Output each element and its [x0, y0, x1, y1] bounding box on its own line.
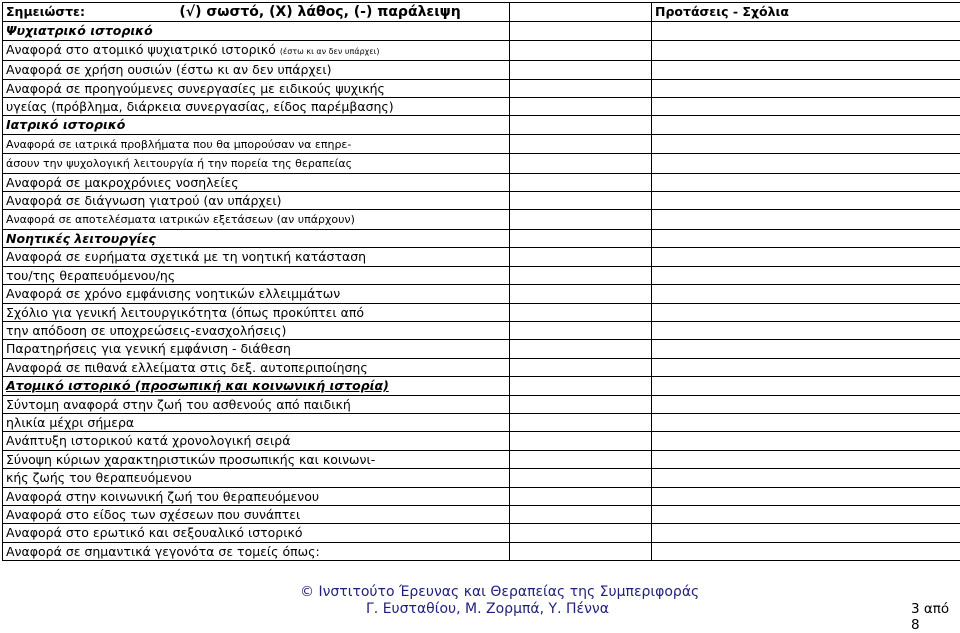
- section-heading: Ιατρικό ιστορικό: [6, 117, 125, 132]
- table-row: [3, 432, 960, 450]
- mark-cell[interactable]: [510, 79, 652, 97]
- table-row: [3, 505, 960, 523]
- comment-cell[interactable]: [652, 469, 960, 487]
- table-row: [3, 210, 960, 229]
- mark-cell[interactable]: [510, 432, 652, 450]
- mark-cell[interactable]: [510, 248, 652, 266]
- mark-cell[interactable]: [510, 116, 652, 134]
- item-label: Αναφορά σε ιατρικά προβλήματα που θα μπορούσαν να επηρε-: [6, 138, 351, 151]
- section-heading: Νοητικές λειτουργίες: [6, 231, 156, 246]
- table-row: [3, 134, 960, 153]
- table-row: [3, 154, 960, 173]
- comment-cell[interactable]: [652, 321, 960, 339]
- table-row: [3, 285, 960, 303]
- item-label: υγείας (πρόβλημα, διάρκεια συνεργασίας, είδος παρέμβασης): [6, 99, 394, 114]
- item-label: κής ζωής του θεραπευόμενου: [6, 470, 192, 485]
- comment-cell[interactable]: [652, 40, 960, 60]
- comment-cell[interactable]: [652, 266, 960, 284]
- item-cell: [3, 450, 510, 468]
- comment-cell[interactable]: [652, 98, 960, 116]
- comment-cell[interactable]: [652, 116, 960, 134]
- item-label: Σύνοψη κύριων χαρακτηριστικών προσωπικής και κοινωνι-: [6, 452, 375, 467]
- comment-cell[interactable]: [652, 154, 960, 173]
- mark-cell[interactable]: [510, 154, 652, 173]
- mark-cell[interactable]: [510, 321, 652, 339]
- table-row: [3, 450, 960, 468]
- item-cell: [3, 248, 510, 266]
- item-cell: [3, 505, 510, 523]
- item-cell: [3, 134, 510, 153]
- mark-cell[interactable]: [510, 505, 652, 523]
- header-row: [3, 3, 960, 22]
- mark-cell[interactable]: [510, 340, 652, 358]
- item-cell: [3, 395, 510, 413]
- item-cell: [3, 40, 510, 60]
- item-label: Παρατηρήσεις για γενική εμφάνιση - διάθεση: [6, 341, 291, 356]
- comment-cell[interactable]: [652, 173, 960, 191]
- comment-cell[interactable]: [652, 61, 960, 79]
- legend-text: (√) σωστό, (Χ) λάθος, (-) παράλειψη: [89, 4, 460, 20]
- item-cell: [3, 321, 510, 339]
- comment-cell[interactable]: [652, 192, 960, 210]
- mark-cell[interactable]: [510, 395, 652, 413]
- item-label: του/της θεραπευόμενου/ης: [6, 268, 175, 283]
- item-label: Σχόλιο για γενική λειτουργικότητα (όπως προκύπτει από: [6, 305, 364, 320]
- item-label: Αναφορά στην κοινωνική ζωή του θεραπευόμενου: [6, 489, 319, 504]
- header-notes-cell: [652, 3, 960, 22]
- header-mark-cell: [510, 3, 652, 22]
- item-cell: [3, 524, 510, 542]
- item-label: Αναφορά σε σημαντικά γεγονότα σε τομείς όπως:: [6, 544, 320, 559]
- mark-cell[interactable]: [510, 40, 652, 60]
- table-row: [3, 266, 960, 284]
- section-heading: Ψυχιατρικό ιστορικό: [6, 23, 153, 38]
- item-cell: [3, 432, 510, 450]
- item-cell: [3, 98, 510, 116]
- table-row: [3, 524, 960, 542]
- comment-cell[interactable]: [652, 229, 960, 247]
- mark-cell[interactable]: [510, 450, 652, 468]
- comment-cell[interactable]: [652, 395, 960, 413]
- comment-cell[interactable]: [652, 22, 960, 40]
- table-row: [3, 22, 960, 40]
- copyright-line: © Ινστιτούτο Έρευνας και Θεραπείας της Συμπεριφοράς: [300, 584, 699, 600]
- notes-column-title: Προτάσεις - Σχόλια: [655, 4, 789, 19]
- item-cell: [3, 469, 510, 487]
- table-row: [3, 469, 960, 487]
- mark-cell[interactable]: [510, 173, 652, 191]
- mark-cell[interactable]: [510, 487, 652, 505]
- mark-cell[interactable]: [510, 377, 652, 395]
- item-label: ηλικία μέχρι σήμερα: [6, 415, 134, 430]
- item-label: Αναφορά σε διάγνωση γιατρού (αν υπάρχει): [6, 193, 282, 208]
- item-cell: [3, 154, 510, 173]
- item-cell: [3, 266, 510, 284]
- table-row: [3, 40, 960, 60]
- table-row: [3, 79, 960, 97]
- item-cell: [3, 303, 510, 321]
- comment-cell[interactable]: [652, 79, 960, 97]
- item-label: Αναφορά στο ερωτικό και σεξουαλικό ιστορικό: [6, 525, 302, 540]
- mark-cell[interactable]: [510, 303, 652, 321]
- mark-cell[interactable]: [510, 266, 652, 284]
- table-row: [3, 413, 960, 431]
- table-row: [3, 173, 960, 191]
- table-row: [3, 229, 960, 247]
- item-cell: [3, 487, 510, 505]
- item-label: Αναφορά στο είδος των σχέσεων που συνάπτει: [6, 507, 300, 522]
- item-cell: [3, 192, 510, 210]
- item-label: Ανάπτυξη ιστορικού κατά χρονολογική σειρά: [6, 433, 290, 448]
- comment-cell[interactable]: [652, 524, 960, 542]
- page-number: 3 από 8: [911, 601, 960, 633]
- comment-cell[interactable]: [652, 134, 960, 153]
- item-note: (έστω κι αν δεν υπάρχει): [280, 47, 380, 56]
- item-label: Σύντομη αναφορά στην ζωή του ασθενούς από παιδική: [6, 397, 351, 412]
- mark-cell[interactable]: [510, 542, 652, 560]
- item-label: Αναφορά σε χρόνο εμφάνισης νοητικών ελλειμμάτων: [6, 286, 340, 301]
- table-row: [3, 61, 960, 79]
- mark-cell[interactable]: [510, 98, 652, 116]
- table-row: [3, 377, 960, 395]
- table-row: [3, 487, 960, 505]
- mark-cell[interactable]: [510, 524, 652, 542]
- table-row: [3, 395, 960, 413]
- evaluation-table: [2, 2, 960, 561]
- comment-cell[interactable]: [652, 450, 960, 468]
- item-cell: [3, 413, 510, 431]
- mark-cell[interactable]: [510, 134, 652, 153]
- item-label: Αναφορά σε χρήση ουσιών (έστω κι αν δεν υπάρχει): [6, 62, 331, 77]
- header-title: Σημειώστε:: [6, 4, 85, 19]
- comment-cell[interactable]: [652, 358, 960, 376]
- item-label: Αναφορά σε μακροχρόνιες νοσηλείες: [6, 175, 239, 190]
- item-cell: [3, 79, 510, 97]
- item-label: Αναφορά σε αποτελέσματα ιατρικών εξετάσεων (αν υπάρχουν): [6, 213, 355, 226]
- table-row: [3, 542, 960, 560]
- mark-cell[interactable]: [510, 22, 652, 40]
- mark-cell[interactable]: [510, 229, 652, 247]
- comment-cell[interactable]: [652, 505, 960, 523]
- table-row: [3, 303, 960, 321]
- item-cell: [3, 542, 510, 560]
- item-label: Αναφορά σε ευρήματα σχετικά με τη νοητική κατάσταση: [6, 249, 366, 264]
- table-row: [3, 248, 960, 266]
- comment-cell[interactable]: [652, 340, 960, 358]
- mark-cell[interactable]: [510, 210, 652, 229]
- section-heading: Ατομικό ιστορικό (προσωπική και κοινωνική ιστορία): [6, 378, 389, 393]
- item-cell: [3, 210, 510, 229]
- mark-cell[interactable]: [510, 358, 652, 376]
- item-cell: [3, 358, 510, 376]
- mark-cell[interactable]: [510, 61, 652, 79]
- table-row: [3, 358, 960, 376]
- comment-cell[interactable]: [652, 248, 960, 266]
- item-cell: [3, 377, 510, 395]
- header-title-cell: [3, 3, 510, 22]
- table-row: [3, 340, 960, 358]
- comment-cell[interactable]: [652, 285, 960, 303]
- mark-cell[interactable]: [510, 285, 652, 303]
- table-row: [3, 321, 960, 339]
- comment-cell[interactable]: [652, 210, 960, 229]
- item-cell: [3, 229, 510, 247]
- comment-cell[interactable]: [652, 377, 960, 395]
- comment-cell[interactable]: [652, 542, 960, 560]
- comment-cell[interactable]: [652, 413, 960, 431]
- comment-cell[interactable]: [652, 432, 960, 450]
- item-cell: [3, 22, 510, 40]
- comment-cell[interactable]: [652, 303, 960, 321]
- item-cell: [3, 173, 510, 191]
- item-label: Αναφορά σε πιθανά ελλείματα στις δεξ. αυτοπεριποίησης: [6, 360, 368, 375]
- mark-cell[interactable]: [510, 413, 652, 431]
- item-label: Αναφορά σε προηγούμενες συνεργασίες με ειδικούς ψυχικής: [6, 81, 385, 96]
- comment-cell[interactable]: [652, 487, 960, 505]
- item-cell: [3, 116, 510, 134]
- table-row: [3, 116, 960, 134]
- table-row: [3, 98, 960, 116]
- item-label: την απόδοση σε υποχρεώσεις-ενασχολήσεις): [6, 323, 286, 338]
- item-cell: [3, 61, 510, 79]
- item-label: άσουν την ψυχολογική λειτουργία ή την πορεία της θεραπείας: [6, 157, 352, 170]
- mark-cell[interactable]: [510, 469, 652, 487]
- item-cell: [3, 285, 510, 303]
- item-label: Αναφορά στο ατομικό ψυχιατρικό ιστορικό: [6, 42, 276, 57]
- table-row: [3, 192, 960, 210]
- mark-cell[interactable]: [510, 192, 652, 210]
- item-cell: [3, 340, 510, 358]
- authors-line: Γ. Ευσταθίου, Μ. Ζορμπά, Υ. Πέννα: [366, 601, 609, 617]
